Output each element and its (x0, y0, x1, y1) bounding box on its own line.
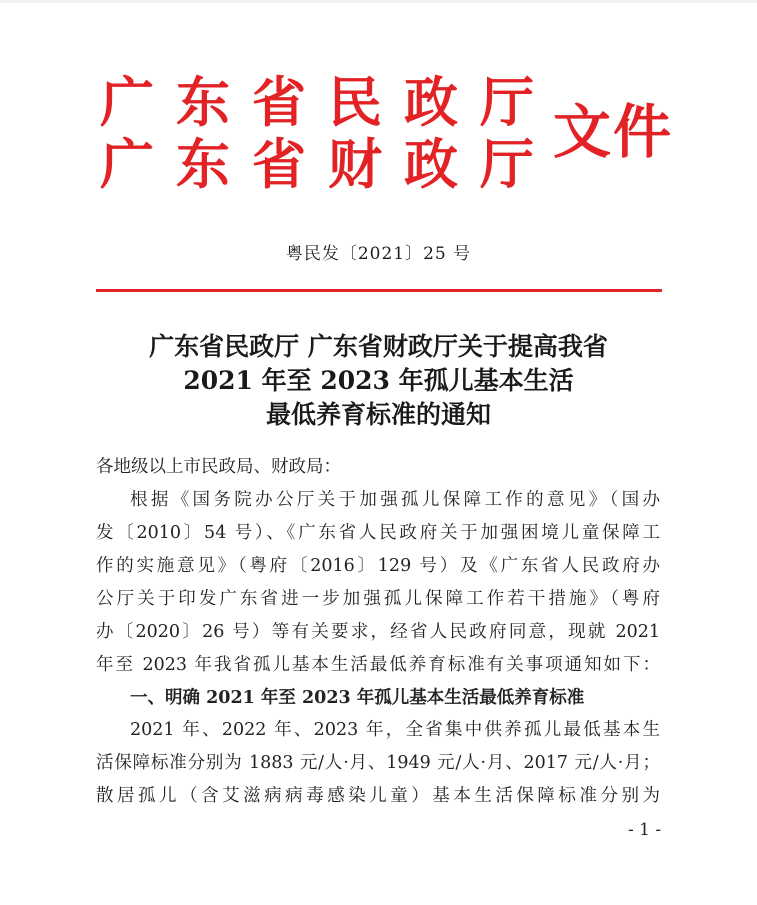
paragraph-1-line: 年至 2023 年我省孤儿基本生活最低养育标准有关事项通知如下： (96, 655, 660, 675)
issuer-name-2: 广东省财政厅 (100, 132, 556, 196)
paragraph-1-line: 作的实施意见》（粤府〔2016〕129 号）及《广东省人民政府办 (96, 556, 660, 576)
paragraph-2-line: 活保障标准分别为 1883 元/人·月、1949 元/人·月、2017 元/人·月； (96, 753, 660, 773)
paragraph-1-line: 根据《国务院办公厅关于加强孤儿保障工作的意见》（国办 (130, 490, 660, 510)
section-1-heading: 一、明确 2021 年至 2023 年孤儿基本生活最低养育标准 (130, 688, 585, 708)
document-title-line-2: 2021 年至 2023 年孤儿基本生活 (183, 366, 574, 395)
page-number: - 1 - (628, 820, 662, 840)
paragraph-1-line: 公厅关于印发广东省进一步加强孤儿保障工作若干措施》（粤府 (96, 589, 660, 609)
paragraph-1-line: 发〔2010〕54 号）、《广东省人民政府关于加强困境儿童保障工 (96, 523, 660, 543)
scan-top-edge (0, 0, 757, 3)
red-separator-line (96, 289, 662, 292)
paragraph-2-line: 2021 年、2022 年、2023 年，全省集中供养孤儿最低基本生 (130, 720, 660, 740)
document-type-label: 文件 (553, 98, 674, 166)
issuer-name-1: 广东省民政厅 (100, 70, 556, 134)
document-title-line-3: 最低养育标准的通知 (265, 400, 491, 429)
paragraph-2-line: 散居孤儿（含艾滋病病毒感染儿童）基本生活保障标准分别为 (96, 786, 660, 806)
document-number: 粤民发〔2021〕25 号 (285, 244, 472, 264)
document-title-line-1: 广东省民政厅 广东省财政厅关于提高我省 (149, 332, 608, 361)
paragraph-1-line: 办〔2020〕26 号）等有关要求，经省人民政府同意，现就 2021 (96, 622, 660, 642)
salutation: 各地级以上市民政局、财政局： (96, 457, 341, 477)
